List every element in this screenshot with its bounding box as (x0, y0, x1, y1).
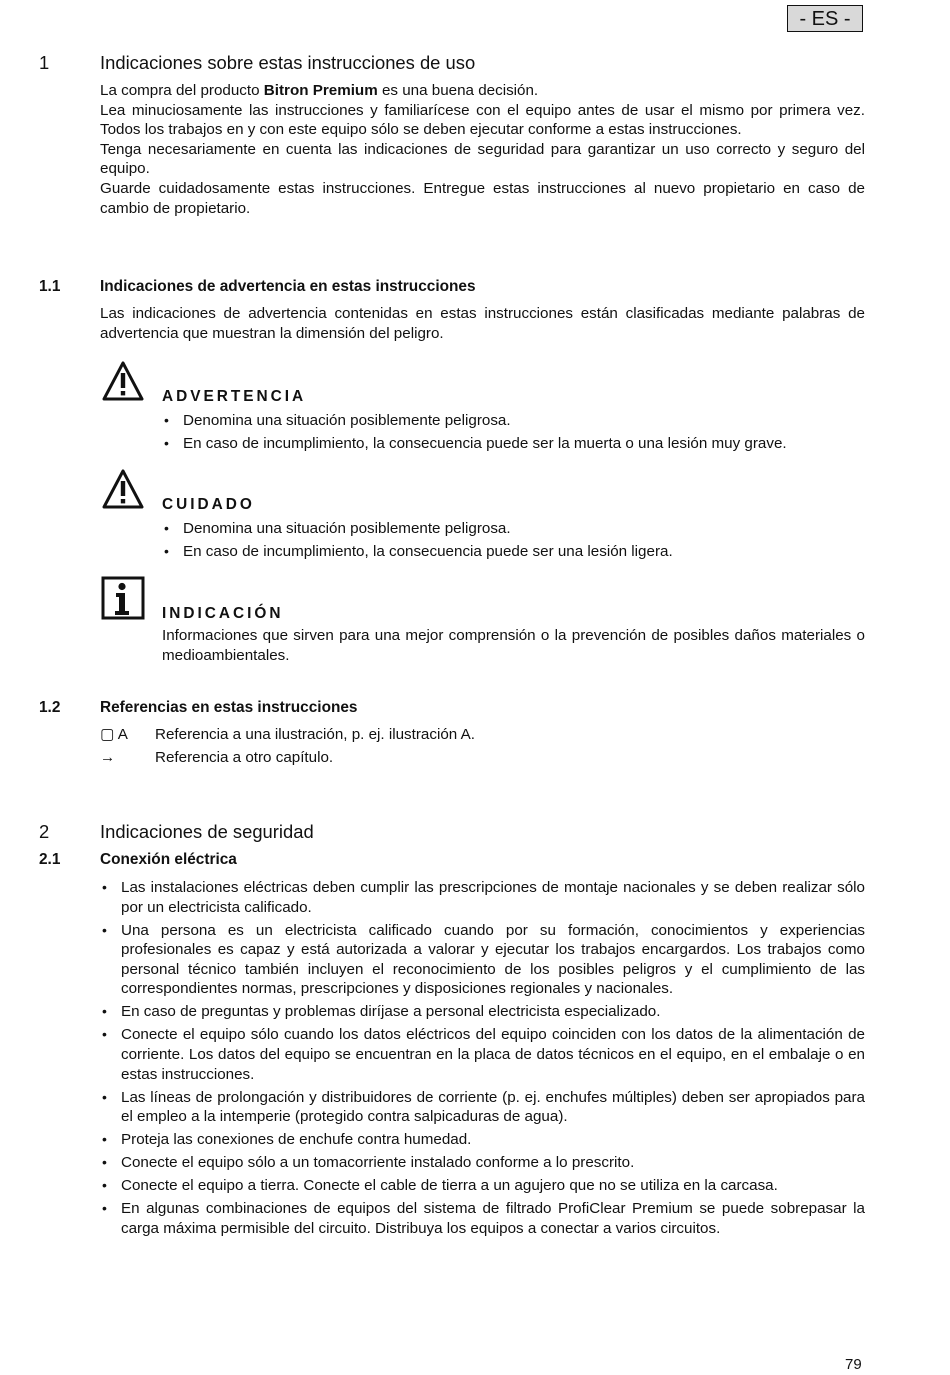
safety-paragraph: Tenga necesariamente en cuenta las indicaciones de seguridad para garantizar un uso correcto y seguro del equipo. (100, 140, 865, 178)
section-2-title: Indicaciones de seguridad (100, 821, 314, 842)
warning-intro-paragraph: Las indicaciones de advertencia contenidas en estas instrucciones están clasificadas mediante palabras de advertencia que muestran la dimensión del peligro. (100, 305, 865, 342)
section-1-2-number: 1.2 (39, 699, 61, 716)
list-item: • Denomina una situación posiblemente peligrosa. (162, 519, 872, 539)
language-tag: - ES - (787, 5, 863, 32)
electrical-safety-list (100, 878, 865, 1242)
section-2-1-title: Conexión eléctrica (100, 851, 237, 868)
list-item: • Proteja las conexiones de enchufe contra humedad. (100, 1130, 865, 1150)
note-label: INDICACIÓN (162, 605, 284, 622)
intro-paragraph (100, 81, 865, 101)
keep-instructions-paragraph: Guarde cuidadosamente estas instrucciones. Entregue estas instrucciones al nuevo propietario en caso de cambio de propietario. (100, 179, 865, 217)
list-item: • Conecte el equipo sólo a un tomacorriente instalado conforme a lo prescrito. (100, 1153, 865, 1173)
list-item: • Una persona es un electricista calificado cuando por su formación, conocimientos y experiencias profesionales es capaz y está autorizada a valorar y ejecutar los trabajos encargardos. Los trabajos como personal técnico también incluyen el reconocimiento de los posibles peligros y el cumplimiento de las correspondientes normas, prescripciones y disposiciones regionales y nacionales. (100, 921, 865, 999)
reference-row-illustration (100, 725, 865, 747)
intro-text-post: es una buena decisión. (377, 82, 539, 99)
info-icon (101, 576, 145, 620)
list-item: • Las líneas de prolongación y distribuidores de corriente (p. ej. enchufes múltiples) deben ser apropiados para el empleo a la intemperie (protegido contra salpicaduras de agua). (100, 1088, 865, 1127)
section-1-number: 1 (39, 52, 50, 73)
caution-label: CUIDADO (162, 496, 255, 513)
list-item: • En caso de preguntas y problemas diríjase a personal electricista especializado. (100, 1002, 865, 1022)
intro-text-pre: La compra del producto (100, 82, 264, 99)
list-item: • En caso de incumplimiento, la consecuencia puede ser la muerta o una lesión muy grave. (162, 434, 872, 454)
caution-list (162, 519, 872, 565)
list-item: • Conecte el equipo a tierra. Conecte el cable de tierra a un agujero que no se utiliza en la carcasa. (100, 1176, 865, 1196)
section-1-body (100, 81, 865, 218)
arrow-right-icon: → (100, 749, 116, 766)
list-item: • En caso de incumplimiento, la consecuencia puede ser una lesión ligera. (162, 542, 872, 562)
warning-label: ADVERTENCIA (162, 388, 307, 405)
list-item: • Las instalaciones eléctricas deben cumplir las prescripciones de montaje nacionales y se deben realizar sólo por un electricista calificado. (100, 878, 865, 917)
page-number: 79 (845, 1356, 862, 1373)
illustration-reference-symbol: ▢ A (100, 726, 128, 743)
warning-triangle-icon (101, 359, 145, 403)
section-1-2-title: Referencias en estas instrucciones (100, 699, 358, 716)
note-text: Informaciones que sirven para una mejor comprensión o la prevención de posibles daños materiales o medioambientales. (162, 627, 865, 664)
read-instructions-paragraph: Lea minuciosamente las instrucciones y familiarícese con el equipo antes de usar el mismo por primera vez. Todos los trabajos en y con este equipo sólo se deben ejecutar conforme a estas instrucciones. (100, 101, 865, 139)
reference-text: Referencia a otro capítulo. (155, 749, 334, 766)
section-2-1-number: 2.1 (39, 851, 61, 868)
section-1-title: Indicaciones sobre estas instrucciones de uso (100, 52, 476, 73)
warning-list (162, 411, 872, 457)
section-1-1-title: Indicaciones de advertencia en estas instrucciones (100, 278, 476, 295)
reference-text: Referencia a una ilustración, p. ej. ilustración A. (155, 726, 475, 743)
section-1-1-number: 1.1 (39, 278, 61, 295)
list-item: • Conecte el equipo sólo cuando los datos eléctricos del equipo coinciden con los datos de la alimentación de corriente. Los datos del equipo se encuentran en la placa de datos técnicos en el equipo, en el embalaje o en estas instrucciones. (100, 1025, 865, 1084)
section-2-number: 2 (39, 821, 50, 842)
reference-row-chapter (100, 748, 865, 770)
list-item: • En algunas combinaciones de equipos del sistema de filtrado ProfiClear Premium se puede sobrepasar la carga máxima permisible del circuito. Distribuya los equipos a conectar a varios circuitos. (100, 1199, 865, 1238)
warning-triangle-icon (101, 467, 145, 511)
product-name: Bitron Premium (263, 82, 378, 99)
list-item: • Denomina una situación posiblemente peligrosa. (162, 411, 872, 431)
